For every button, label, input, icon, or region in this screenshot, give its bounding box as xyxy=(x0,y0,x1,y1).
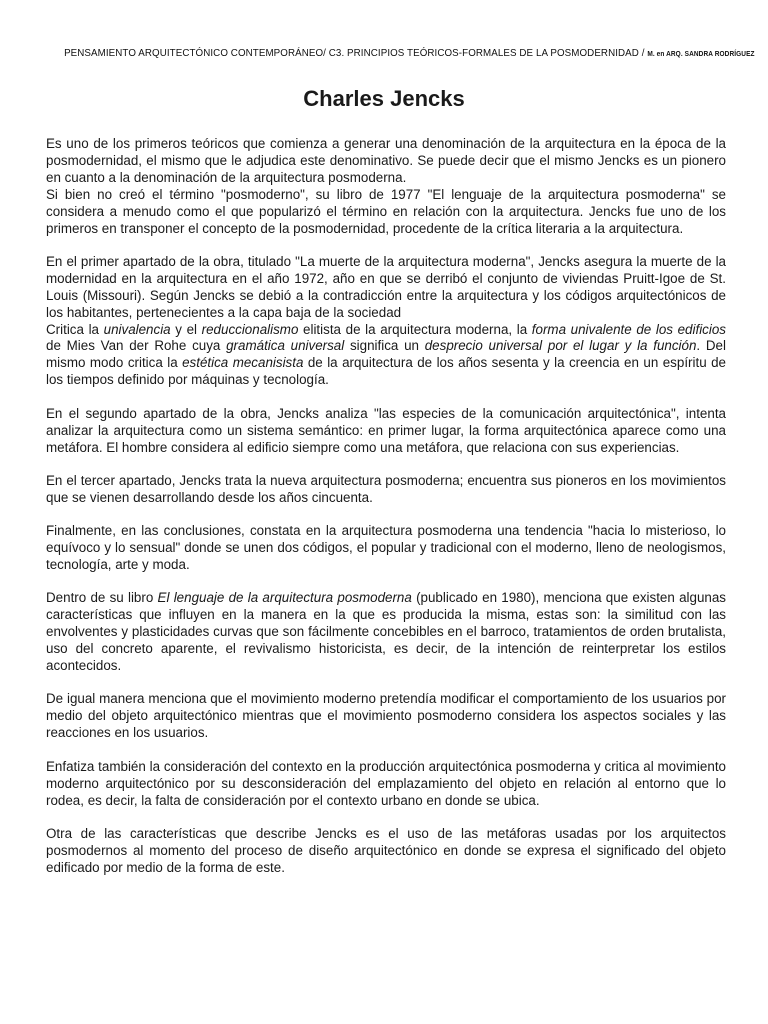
running-header-author: M. en ARQ. SANDRA RODRÍGUEZ xyxy=(647,51,755,58)
paragraph-text: elitista de la arquitectura moderna, la xyxy=(298,321,532,337)
emphasis-text: reduccionalismo xyxy=(201,321,299,337)
emphasis-text: El lenguaje de la arquitectura posmoderna xyxy=(157,590,412,606)
running-header xyxy=(64,47,755,59)
paragraph-text: de Mies Van der Rohe cuya xyxy=(46,338,227,354)
paragraph: De igual manera menciona que el movimiento moderno pretendía modificar el comportamiento de los usuarios por medio del objeto arquitectónico mientras que el movimiento posmoderno considera los aspectos sociales y las reacciones en los usuarios. xyxy=(46,691,726,741)
document-title: Charles Jencks xyxy=(303,86,465,111)
paragraph-text: Es uno de los primeros teóricos que comienza a generar una denominación de la arquitectura en la época de la posmodernidad, el mismo que le adjudica este denominativo. Se puede decir que el mismo Jencks es un pionero en cuanto a la denominación de la arquitectura posmoderna. xyxy=(46,136,726,185)
emphasis-text: desprecio universal por el lugar y la función xyxy=(424,338,697,354)
paragraph-text: Critica la xyxy=(46,321,104,337)
paragraph-text: significa un xyxy=(344,338,425,354)
emphasis-text: univalencia xyxy=(103,321,171,337)
paragraph-text: En el primer apartado de la obra, titulado "La muerte de la arquitectura moderna", Jencks asegura la muerte de la modernidad en la arquitectura en el año 1972, año en que se derribó el conjunto de viviendas Pruitt-Igoe de St. Louis (Missouri). Según Jencks se debió a la contradicción entre la arquitectura y los códigos arquitectónicos de los habitantes, pertenecientes a la capa baja de la sociedad xyxy=(46,253,726,320)
paragraph-text: y el xyxy=(170,321,202,337)
paragraph: Finalmente, en las conclusiones, constata en la arquitectura posmoderna una tendencia "hacia lo misterioso, lo equívoco y lo sensual" donde se unen dos códigos, el popular y tradicional con el moderno, lleno de neologismos, tecnología, arte y moda. xyxy=(46,523,726,573)
running-header-title: PENSAMIENTO ARQUITECTÓNICO CONTEMPORÁNEO/ C3. PRINCIPIOS TEÓRICOS-FORMALES DE LA POSMODERNIDAD / xyxy=(64,47,648,59)
paragraph xyxy=(46,136,726,237)
paragraph xyxy=(46,254,726,389)
paragraph xyxy=(46,590,726,675)
paragraph-text: (publicado en 1980), menciona que existen algunas características que influyen en la manera en la que es producida la misma, estas son: la similitud con las envolventes y plasticidades curvas que son fácilmente concebibles en el barroco, tratamientos de orden brutalista, uso del concreto aparente, el revivalismo historicista, es decir, de la intención de reinterpretar los estilos acontecidos. xyxy=(46,590,726,674)
emphasis-text: gramática universal xyxy=(226,338,345,354)
paragraph-text: de la arquitectura de los años sesenta y la creencia en un espíritu de los tiempos definido por máquinas y tecnología. xyxy=(46,355,726,388)
paragraph: En el segundo apartado de la obra, Jencks analiza "las especies de la comunicación arquitectónica", intenta analizar la arquitectura como un sistema semántico: en primer lugar, la forma arquitectónica aparece como una metáfora. El hombre considera al edificio siempre como una metáfora, que relaciona con sus experiencias. xyxy=(46,405,726,455)
paragraph: Enfatiza también la consideración del contexto en la producción arquitectónica posmoderna y critica al movimiento moderno arquitectónico por su desconsideración del emplazamiento del objeto en relación al entorno que lo rodea, es decir, la falta de consideración por el contexto urbano en donde se ubica. xyxy=(46,758,726,808)
emphasis-text: estética mecanisista xyxy=(182,355,304,371)
paragraph-text: Dentro de su libro xyxy=(46,590,158,606)
paragraph-text: . Del mismo modo critica la xyxy=(46,338,726,371)
document-body xyxy=(46,136,726,893)
paragraph: En el tercer apartado, Jencks trata la nueva arquitectura posmoderna; encuentra sus pioneros en los movimientos que se vienen desarrollando desde los años cincuenta. xyxy=(46,472,726,505)
emphasis-text: forma univalente de los edificios xyxy=(531,321,726,337)
paragraph: Otra de las características que describe Jencks es el uso de las metáforas usadas por los arquitectos posmodernos al momento del proceso de diseño arquitectónico en donde se expresa el significado del objeto edificado por medio de la forma de este. xyxy=(46,825,726,875)
paragraph-text: Si bien no creó el término "posmoderno", su libro de 1977 "El lenguaje de la arquitectura posmoderna" se considera a menudo como el que popularizó el término en relación con la arquitectura. Jencks fue uno de los primeros en transponer el concepto de la posmodernidad, procedente de la crítica literaria a la arquitectura. xyxy=(46,186,726,236)
